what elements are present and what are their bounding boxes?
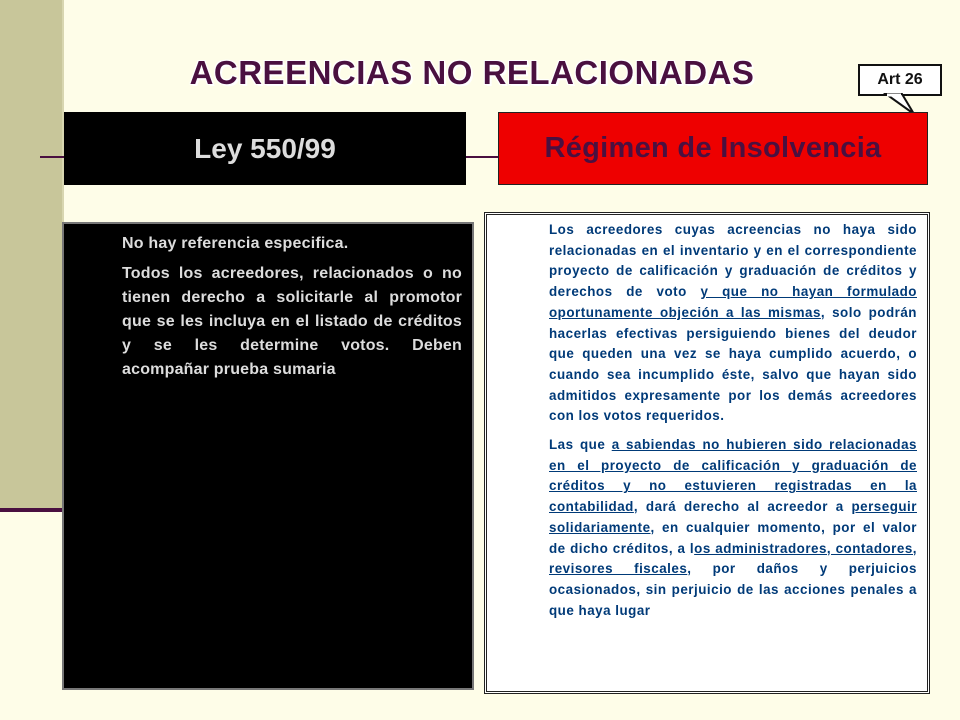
slide-title <box>0 54 960 92</box>
insolvency-paragraph-2 <box>549 435 917 621</box>
insolvency-content-box <box>484 212 930 694</box>
insolvency-header: Régimen de Insolvencia <box>498 112 928 185</box>
header-rule-middle <box>466 156 498 158</box>
left-accent-underline <box>0 508 62 512</box>
law-paragraph-2: Todos los acreedores, relacionados o no tienen derecho a solicitarle al promotor que se les incluya en el listado de créditos y se les determine votos. Deben acompañar prueba sumaria <box>122 265 462 378</box>
law-paragraph-1: No hay referencia especifica. <box>122 235 349 252</box>
slide-title-text: ACREENCIAS NO RELACIONADAS <box>189 54 755 91</box>
underlined-text: perseguir solidariamente <box>549 499 917 535</box>
underlined-text: os administradores, contadores, revisores fiscales <box>549 540 917 577</box>
law-content-box <box>62 222 474 690</box>
text-segment: , en cualquier momento, por el valor de dicho créditos, a l <box>549 519 917 556</box>
text-segment: , solo podrán hacerlas efectivas persiguiendo bienes del deudor que queden una vez se haya cumplido acuerdo, o cuando sea incumplido éste, salvo que hayan sido admitidos expresamente por los demás acreedores con los votos requeridos. <box>549 304 917 424</box>
text-segment: , dará derecho al acreedor a <box>633 499 852 515</box>
text-segment: Las que <box>549 437 612 453</box>
underlined-text: y que no hayan formulado oportunamente objeción a las mismas <box>549 284 917 320</box>
insolvency-paragraph-1 <box>549 220 917 427</box>
article-callout: Art 26 <box>858 64 942 96</box>
text-segment: Los acreedores cuyas acreencias no haya sido relacionadas en el inventario y en el correspondiente proyecto de calificación y graduación de créditos y derechos de voto <box>549 222 917 300</box>
header-rule-left <box>40 156 64 158</box>
text-segment: , por daños y perjuicios ocasionados, sin perjuicio de las acciones penales a que haya lugar <box>549 561 917 618</box>
law-header: Ley 550/99 <box>64 112 466 185</box>
underlined-text: a sabiendas no hubieren sido relacionadas en el proyecto de calificación y graduación de créditos y no estuvieren registradas en la contabilidad <box>549 437 917 515</box>
